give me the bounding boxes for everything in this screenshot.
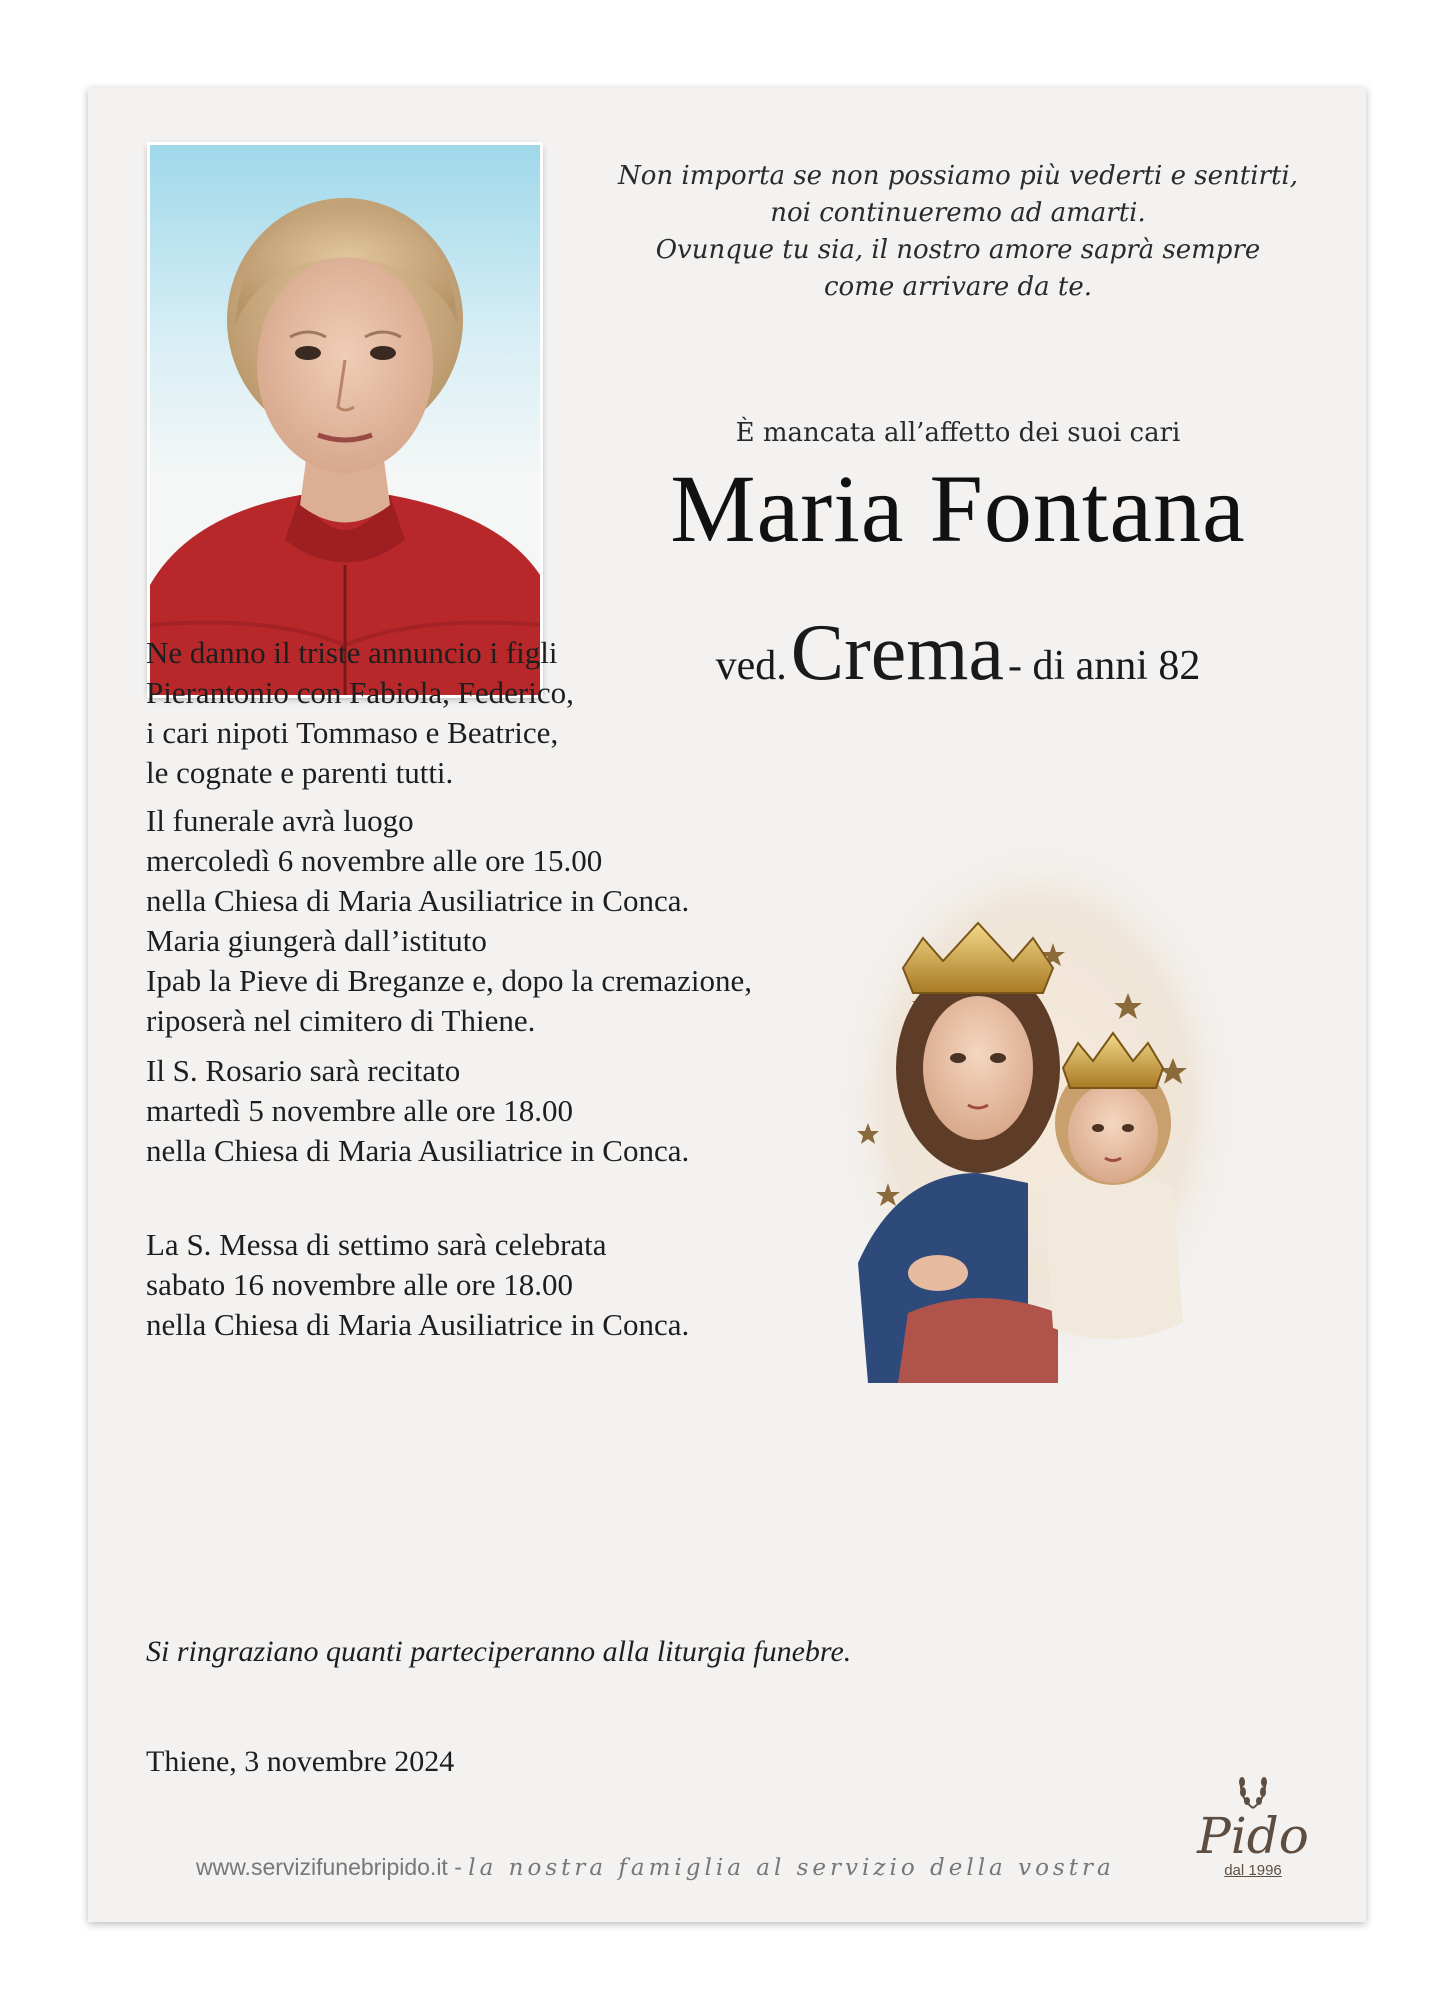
poem-line: noi continueremo ad amarti.	[770, 198, 1146, 228]
wreath-icon	[1235, 1768, 1271, 1810]
paragraph-line: le cognate e parenti tutti.	[146, 755, 454, 790]
obituary-card	[88, 88, 1366, 1922]
footer	[196, 1854, 1115, 1881]
poem-line: come arrivare da te.	[824, 272, 1092, 302]
funeral-paragraph	[146, 801, 906, 1041]
paragraph-line: La S. Messa di settimo sarà celebrata	[146, 1227, 607, 1262]
deceased-name: Maria Fontana	[670, 455, 1246, 562]
paragraph-line: Il funerale avrà luogo	[146, 803, 414, 838]
paragraph-line: i cari nipoti Tommaso e Beatrice,	[146, 715, 559, 750]
married-name: Crema	[790, 609, 1004, 697]
paragraph-line: Ne danno il triste annuncio i figli	[146, 635, 558, 670]
age-text: - di anni 82	[1007, 643, 1201, 689]
paragraph-line: Ipab la Pieve di Breganze e, dopo la cremazione,	[146, 963, 752, 998]
paragraph-line: nella Chiesa di Maria Ausiliatrice in Conca.	[146, 1307, 690, 1342]
widow-prefix: ved.	[715, 643, 787, 689]
place-date: Thiene, 3 novembre 2024	[146, 1745, 455, 1778]
paragraph-line: Pierantonio con Fabiola, Federico,	[146, 675, 574, 710]
footer-separator: -	[447, 1854, 469, 1880]
family-paragraph	[146, 633, 906, 793]
paragraph-line: mercoledì 6 novembre alle ore 15.00	[146, 843, 603, 878]
poem-line: Ovunque tu sia, il nostro amore saprà sempre	[655, 235, 1261, 265]
memorial-poem	[608, 158, 1308, 306]
logo-since: dal 1996	[1224, 1862, 1282, 1879]
rosary-paragraph	[146, 1051, 906, 1171]
paragraph-line: nella Chiesa di Maria Ausiliatrice in Conca.	[146, 1133, 690, 1168]
paragraph-line: martedì 5 novembre alle ore 18.00	[146, 1093, 573, 1128]
poem-line: Non importa se non possiamo più vederti e sentirti,	[618, 161, 1298, 191]
paragraph-line: riposerà nel cimitero di Thiene.	[146, 1003, 536, 1038]
website-link[interactable]: www.servizifunebripido.it	[196, 1854, 448, 1880]
thanks-line: Si ringraziano quanti parteciperanno alla liturgia funebre.	[146, 1635, 852, 1668]
paragraph-line: Il S. Rosario sarà recitato	[146, 1053, 461, 1088]
paragraph-line: sabato 16 novembre alle ore 18.00	[146, 1267, 573, 1302]
mass-paragraph	[146, 1225, 906, 1345]
paragraph-line: nella Chiesa di Maria Ausiliatrice in Conca.	[146, 883, 690, 918]
announcement-intro: È mancata all’affetto dei suoi cari	[735, 418, 1181, 448]
portrait-photo	[150, 145, 540, 695]
company-logo	[1183, 1768, 1323, 1898]
paragraph-line: Maria giungerà dall’istituto	[146, 923, 487, 958]
madonna-child-image	[828, 843, 1248, 1383]
footer-motto: la nostra famiglia al servizio della vostra	[468, 1855, 1115, 1881]
logo-brand: Pido	[1197, 1807, 1309, 1865]
